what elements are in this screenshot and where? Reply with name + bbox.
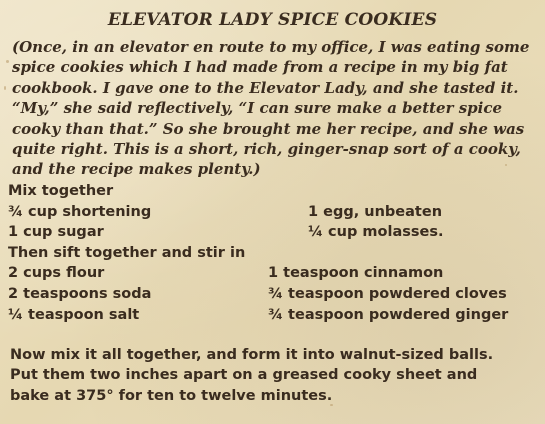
ingredients-section <box>8 181 538 325</box>
ingredient-right: ¾ teaspoon powdered ginger <box>268 306 509 323</box>
step-text: Then sift together and stir in <box>8 244 246 261</box>
recipe-title: ELEVATOR LADY SPICE COOKIES <box>107 10 438 30</box>
paper-speck <box>6 60 9 63</box>
ingredient-left: 1 cup sugar <box>8 224 104 241</box>
step-heading <box>8 181 538 202</box>
ingredient-left: 2 cups flour <box>8 265 105 282</box>
ingredient-right: 1 egg, unbeaten <box>308 203 443 220</box>
ingredient-row <box>8 202 538 223</box>
ingredient-row <box>8 222 538 243</box>
step-heading <box>8 243 538 264</box>
intro-line: quite right. This is a short, rich, ginger-snap sort of a cooky, <box>12 140 521 159</box>
recipe-intro <box>12 37 537 180</box>
step-text: Mix together <box>8 183 114 199</box>
intro-line: (Once, in an elevator en route to my office, I was eating some <box>12 38 530 56</box>
ingredient-right: 1 teaspoon cinnamon <box>268 265 444 282</box>
ingredient-row <box>8 284 538 305</box>
intro-line: cookbook. I gave one to the Elevator Lady, and she tasted it. <box>12 78 519 97</box>
method-paragraph <box>10 345 535 406</box>
intro-line: cooky than that.” So she brought me her recipe, and she was <box>12 119 525 138</box>
intro-line: spice cookies which I had made from a recipe in my big fat <box>12 58 508 77</box>
ingredient-right: ¼ cup molasses. <box>308 224 444 241</box>
method-line: Now mix it all together, and form it into walnut-sized balls. <box>10 347 494 363</box>
method-line: bake at 375° for ten to twelve minutes. <box>10 387 333 404</box>
ingredient-left: ¼ teaspoon salt <box>8 306 140 323</box>
intro-line: and the recipe makes plenty.) <box>12 160 261 179</box>
ingredient-row <box>8 305 538 326</box>
method-line: Put them two inches apart on a greased cooky sheet and <box>10 367 478 384</box>
ingredient-left: 2 teaspoons soda <box>8 285 152 302</box>
ingredient-right: ¾ teaspoon powdered cloves <box>268 285 507 302</box>
paper-speck <box>4 86 6 90</box>
ingredient-row <box>8 263 538 284</box>
intro-line: “My,” she said reflectively, “I can sure make a better spice <box>12 99 503 118</box>
ingredient-left: ¾ cup shortening <box>8 203 152 220</box>
